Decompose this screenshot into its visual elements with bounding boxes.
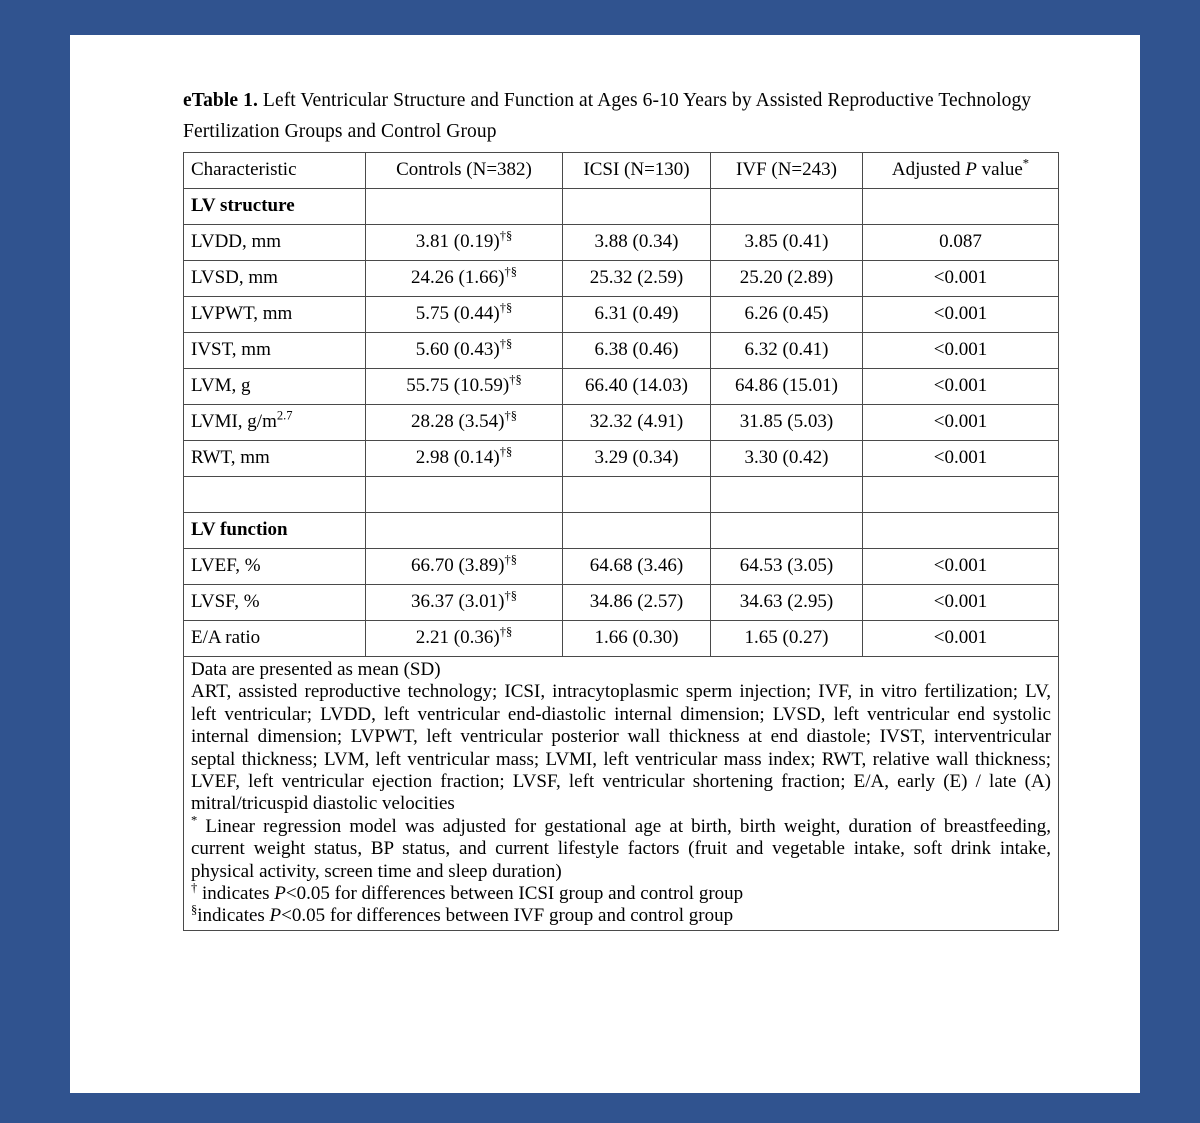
footnotes-cell (184, 657, 1059, 931)
row-ivf: 3.30 (0.42) (711, 441, 863, 477)
row-controls (366, 585, 563, 621)
row-controls (366, 297, 563, 333)
section-spacer-row (184, 477, 1059, 513)
value-text: 5.60 (0.43) (415, 339, 500, 361)
value-text: 28.28 (3.54) (411, 411, 505, 433)
empty-cell (711, 477, 863, 513)
row-icsi: 6.31 (0.49) (563, 297, 711, 333)
row-ivf: 3.85 (0.41) (711, 225, 863, 261)
empty-cell (366, 513, 563, 549)
section-header-row-structure (184, 189, 1059, 225)
value-text: 5.75 (0.44) (415, 303, 500, 325)
footnotes-row (184, 657, 1059, 931)
significance-marker: †§ (499, 300, 513, 315)
row-pvalue: <0.001 (863, 297, 1059, 333)
empty-cell (563, 477, 711, 513)
header-icsi: ICSI (N=130) (563, 153, 711, 189)
significance-marker: †§ (504, 588, 517, 603)
section-text-post: <0.05 for differences between IVF group and control group (281, 905, 734, 927)
table-row (184, 333, 1059, 369)
empty-cell (711, 189, 863, 225)
row-icsi: 32.32 (4.91) (563, 405, 711, 441)
row-label: E/A ratio (184, 621, 366, 657)
value-text: 55.75 (10.59) (406, 375, 510, 397)
row-pvalue: 0.087 (863, 225, 1059, 261)
label-text: LVMI, g/m (191, 411, 277, 433)
significance-marker: †§ (509, 372, 522, 387)
row-ivf: 64.86 (15.01) (711, 369, 863, 405)
empty-cell (366, 477, 563, 513)
row-ivf: 1.65 (0.27) (711, 621, 863, 657)
section-marker: § (191, 903, 198, 918)
section-header-row-function (184, 513, 1059, 549)
section-title-lv-structure: LV structure (184, 189, 366, 225)
empty-cell (863, 189, 1059, 225)
table-header-row (184, 153, 1059, 189)
row-controls (366, 549, 563, 585)
row-icsi: 1.66 (0.30) (563, 621, 711, 657)
row-icsi: 66.40 (14.03) (563, 369, 711, 405)
dagger-text-post: <0.05 for differences between ICSI group and control group (285, 883, 744, 905)
row-controls (366, 441, 563, 477)
table-row (184, 585, 1059, 621)
footnote-abbreviations: ART, assisted reproductive technology; ICSI, intracytoplasmic sperm injection; IVF, in vitro fertilization; LV, left ventricular; LVDD, left ventricular end-diastolic internal dimension; LVSD, left ventricular end systolic internal dimension; LVPWT, left ventricular posterior wall thickness at end diastole; IVST, interventricular septal thickness; LVM, left ventricular mass; LVMI, left ventricular mass index; RWT, relative wall thickness; LVEF, left ventricular ejection fraction; LVSF, left ventricular shortening fraction; E/A, early (E) / late (A) mitral/tricuspid diastolic velocities (191, 681, 1051, 815)
row-label: RWT, mm (184, 441, 366, 477)
table-row (184, 369, 1059, 405)
empty-cell (366, 189, 563, 225)
row-label (184, 405, 366, 441)
significance-marker: †§ (504, 408, 517, 423)
table-row (184, 621, 1059, 657)
row-pvalue: <0.001 (863, 369, 1059, 405)
table-row (184, 549, 1059, 585)
row-label: LVSF, % (184, 585, 366, 621)
dagger-p-italic: P (274, 883, 286, 905)
row-icsi: 3.29 (0.34) (563, 441, 711, 477)
section-text-pre: indicates (197, 905, 270, 927)
table-row (184, 405, 1059, 441)
table-row (184, 441, 1059, 477)
header-p-suffix: value (976, 159, 1023, 181)
row-controls (366, 333, 563, 369)
footnote-dagger (191, 880, 1051, 905)
row-icsi: 64.68 (3.46) (563, 549, 711, 585)
row-pvalue: <0.001 (863, 585, 1059, 621)
empty-cell (711, 513, 863, 549)
row-label: LVSD, mm (184, 261, 366, 297)
footnote-asterisk (191, 813, 1051, 883)
row-controls (366, 621, 563, 657)
header-characteristic: Characteristic (184, 153, 366, 189)
empty-cell (863, 513, 1059, 549)
value-text: 2.98 (0.14) (415, 447, 500, 469)
asterisk-text: Linear regression model was adjusted for gestational age at birth, birth weight, duration of breastfeeding, current weight status, BP status, and current lifestyle factors (fruit and vegetable intake, soft drink intake, physical activity, screen time and sleep duration) (191, 815, 1051, 882)
value-text: 3.81 (0.19) (415, 231, 500, 253)
header-adjusted-p-value (863, 153, 1059, 189)
table-row (184, 225, 1059, 261)
row-label: IVST, mm (184, 333, 366, 369)
significance-marker: †§ (504, 552, 517, 567)
unit-exponent: 2.7 (276, 408, 293, 423)
empty-cell (184, 477, 366, 513)
table-content-area (183, 85, 1058, 931)
significance-marker: †§ (504, 264, 517, 279)
row-label: LVEF, % (184, 549, 366, 585)
table-caption (183, 85, 1058, 147)
empty-cell (563, 189, 711, 225)
value-text: 24.26 (1.66) (411, 267, 505, 289)
row-pvalue: <0.001 (863, 333, 1059, 369)
row-icsi: 3.88 (0.34) (563, 225, 711, 261)
row-controls (366, 261, 563, 297)
significance-marker: †§ (499, 444, 513, 459)
row-label: LVPWT, mm (184, 297, 366, 333)
etable-1 (183, 152, 1059, 931)
row-icsi: 6.38 (0.46) (563, 333, 711, 369)
table-row (184, 261, 1059, 297)
table-row (184, 297, 1059, 333)
asterisk-marker: * (191, 813, 198, 828)
value-text: 66.70 (3.89) (411, 555, 505, 577)
row-icsi: 34.86 (2.57) (563, 585, 711, 621)
row-pvalue: <0.001 (863, 405, 1059, 441)
row-pvalue: <0.001 (863, 621, 1059, 657)
header-p-prefix: Adjusted (891, 159, 966, 181)
header-p-italic: P (965, 159, 977, 181)
row-ivf: 6.26 (0.45) (711, 297, 863, 333)
header-ivf: IVF (N=243) (711, 153, 863, 189)
row-ivf: 31.85 (5.03) (711, 405, 863, 441)
header-p-asterisk: * (1022, 156, 1030, 171)
footnote-data-note: Data are presented as mean (SD) (191, 659, 441, 680)
row-controls (366, 369, 563, 405)
significance-marker: †§ (499, 624, 513, 639)
significance-marker: †§ (499, 228, 513, 243)
row-label: LVDD, mm (184, 225, 366, 261)
row-pvalue: <0.001 (863, 261, 1059, 297)
empty-cell (863, 477, 1059, 513)
value-text: 36.37 (3.01) (411, 591, 505, 613)
table-caption-label: eTable 1. (183, 90, 258, 111)
empty-cell (563, 513, 711, 549)
row-controls (366, 225, 563, 261)
section-p-italic: P (269, 905, 282, 927)
row-ivf: 64.53 (3.05) (711, 549, 863, 585)
section-title-lv-function: LV function (184, 513, 366, 549)
header-controls: Controls (N=382) (366, 153, 563, 189)
row-ivf: 25.20 (2.89) (711, 261, 863, 297)
table-caption-text: Left Ventricular Structure and Function at Ages 6-10 Years by Assisted Reproductive Technology Fertilization Groups and Control Group (183, 90, 1032, 142)
significance-marker: †§ (499, 336, 513, 351)
row-pvalue: <0.001 (863, 549, 1059, 585)
row-ivf: 6.32 (0.41) (711, 333, 863, 369)
value-text: 2.21 (0.36) (415, 627, 500, 649)
dagger-text-pre: indicates (197, 883, 275, 905)
document-page (70, 35, 1140, 1093)
dagger-marker: † (191, 880, 198, 895)
row-ivf: 34.63 (2.95) (711, 585, 863, 621)
row-label: LVM, g (184, 369, 366, 405)
row-pvalue: <0.001 (863, 441, 1059, 477)
row-icsi: 25.32 (2.59) (563, 261, 711, 297)
row-controls (366, 405, 563, 441)
footnote-section (191, 905, 1051, 927)
